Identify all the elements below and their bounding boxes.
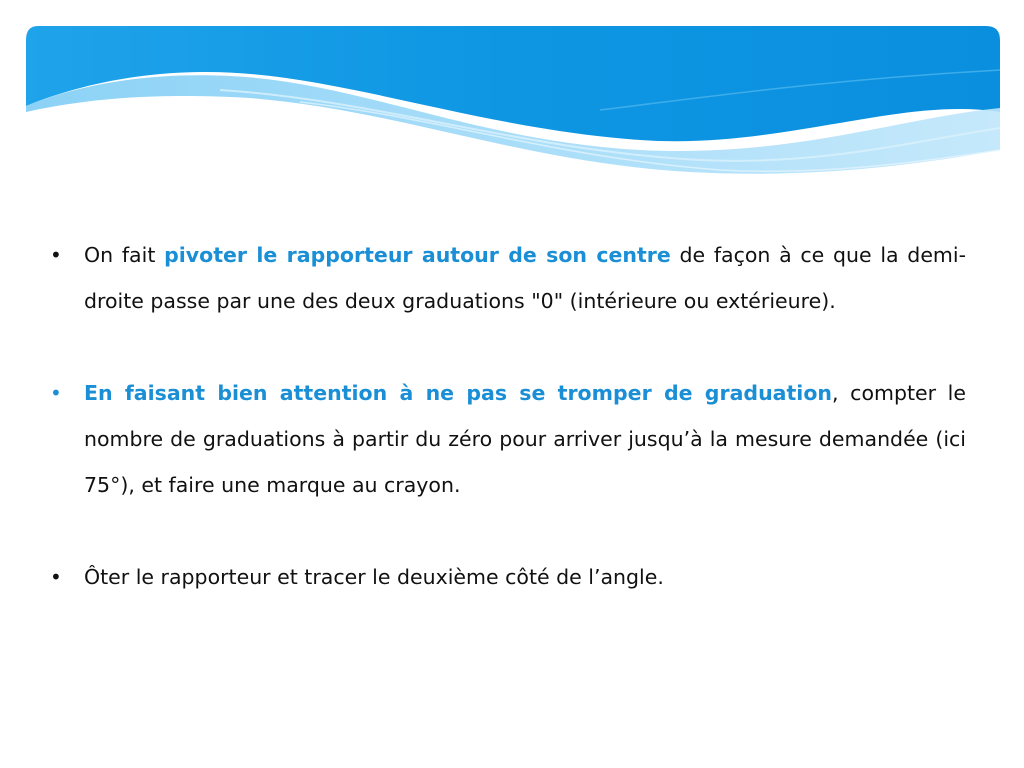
bullet-highlight: En faisant bien attention à ne pas se tromper de graduation [84,381,833,405]
bullet-list [50,232,966,646]
bullet-text-part: , compter le nombre de graduations à partir du zéro pour arriver jusqu’à la mesure demandée (ici 75°), et faire une marque au crayon. [84,381,966,497]
bullet-highlight: pivoter le rapporteur autour de son centre [164,243,671,267]
bullet-item-1 [50,232,966,324]
bullet-item-3 [50,554,966,600]
bullet-text: Ôter le rapporteur et tracer le deuxième côté de l’angle. [84,565,664,589]
bullet-marker: • [50,243,62,267]
header-wave-banner [0,0,1024,200]
bullet-text-part: On fait [84,243,165,267]
bullet-marker: • [50,565,62,589]
bullet-marker: • [50,381,62,405]
bullet-item-2 [50,370,966,508]
bullet-text-part: de façon à ce que la demi-droite passe par une des deux graduations "0" (intérieure ou extérieure). [84,243,966,313]
